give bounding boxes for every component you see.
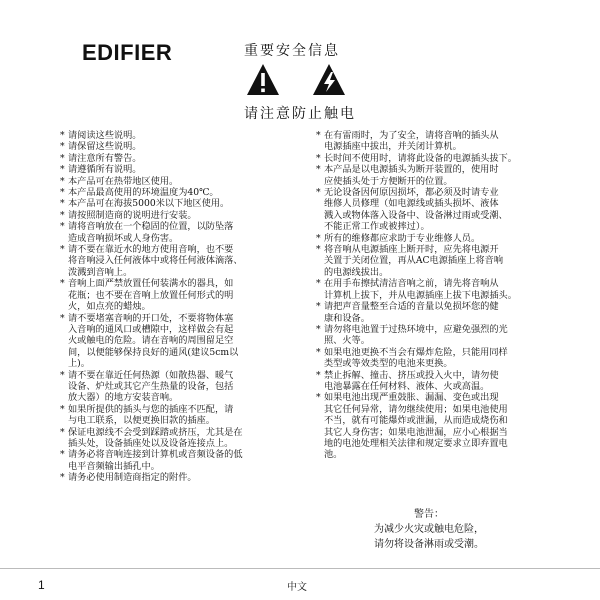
warning-box — [316, 507, 542, 552]
footer-divider — [0, 568, 600, 569]
edifier-logo: EDIFIER — [82, 40, 173, 65]
bullet-star-icon: * — [316, 164, 321, 176]
instruction-text: 禁止拆解、撞击、挤压或投入火中，请勿使 电池暴露在任何材料、液体、火或高温。 — [324, 369, 499, 392]
page-number: 1 — [38, 578, 45, 592]
instruction-text: 将音响从电源插座上断开时，应先将电源开 关置于关闭位置，再从AC电源插座上将音响 的电源线拔出。 — [324, 244, 504, 278]
safety-instruction-item — [316, 233, 542, 244]
instruction-text: 如果电池出现严重鼓胀、漏漏、变色或出现 其它任何异常，请勿继续使用；如果电池使用 不当，就有可能爆炸或泄漏，从而造成烧伤和 其它人身伤害；如果电池泄漏，应小心根据当 地的电池处理相关法律和规定要求立即弃置电 池。 — [324, 392, 508, 461]
safety-instruction-item — [316, 392, 542, 460]
instruction-text: 请保留这些说明。 — [68, 141, 142, 153]
language-label: 中文 — [287, 582, 307, 593]
right-column — [316, 130, 542, 461]
bullet-star-icon: * — [60, 278, 65, 290]
bullet-star-icon: * — [60, 369, 65, 381]
safety-instruction-item — [60, 198, 292, 209]
safety-instruction-item — [316, 324, 542, 347]
instruction-text: 长时间不使用时，请将此设备的电源插头拔下。 — [324, 152, 517, 164]
safety-instruction-item — [316, 301, 542, 324]
instruction-text: 本产品是以电源插头为断开装置的，使用时 应使插头处于方便断开的位置。 — [324, 164, 499, 187]
warning-title: 警告： — [414, 509, 444, 520]
bullet-star-icon: * — [316, 301, 321, 313]
safety-instruction-item — [60, 164, 292, 175]
bullet-star-icon: * — [60, 403, 65, 415]
safety-instruction-item — [60, 427, 292, 450]
instruction-text: 请遵循所有说明。 — [68, 164, 142, 176]
instruction-text: 请阅读这些说明。 — [68, 130, 142, 141]
bullet-star-icon: * — [60, 426, 65, 438]
safety-instruction-item — [316, 244, 542, 278]
bullet-star-icon: * — [316, 244, 321, 256]
bullet-star-icon: * — [60, 152, 65, 164]
instruction-text: 本产品最高使用的环境温度为40℃。 — [68, 187, 219, 199]
safety-instruction-item — [60, 244, 292, 278]
instruction-text: 在用手布擦拭清洁音响之前，请先将音响从 计算机上拔下，并从电源插座上拔下电源插头。 — [324, 278, 517, 301]
instruction-text: 如果所提供的插头与您的插座不匹配，请 与电工联系，以便更换旧款的插座。 — [68, 403, 234, 427]
safety-instruction-item — [60, 449, 292, 472]
bullet-star-icon: * — [316, 152, 321, 164]
instruction-text: 保证电源线不会受到踩踏或挤压，尤其是在 插头处，设备插座处以及设备连接点上。 — [68, 426, 243, 449]
bullet-star-icon: * — [60, 209, 65, 221]
safety-instruction-item — [60, 472, 292, 483]
bullet-star-icon: * — [60, 472, 65, 484]
safety-instruction-item — [316, 130, 542, 153]
instruction-text: 在有雷雨时，为了安全，请将音响的插头从 电源插座中拔出，并关闭计算机。 — [324, 130, 499, 153]
bullet-star-icon: * — [316, 369, 321, 381]
warning-line: 请勿将设备淋雨或受潮。 — [374, 539, 484, 550]
electric-shock-icon — [312, 63, 346, 97]
instruction-text: 请务必使用制造商指定的附件。 — [68, 472, 197, 484]
instruction-text: 请注意所有警告。 — [68, 152, 142, 164]
instruction-text: 本产品可在热带地区使用。 — [68, 175, 179, 187]
safety-instruction-item — [60, 221, 292, 244]
bullet-star-icon: * — [316, 278, 321, 290]
warning-triangle-icon — [246, 63, 280, 97]
bullet-star-icon: * — [60, 312, 65, 324]
safety-instruction-item — [60, 141, 292, 152]
safety-instruction-item — [60, 313, 292, 370]
safety-instruction-item — [60, 187, 292, 198]
instruction-text: 请务必将音响连接到计算机或音频设备的低 电平音频输出插孔中。 — [68, 449, 243, 472]
instruction-text: 本产品可在海拔5000米以下地区使用。 — [68, 198, 230, 210]
safety-instruction-item — [316, 153, 542, 164]
bullet-star-icon: * — [60, 449, 65, 461]
safety-instruction-item — [60, 370, 292, 404]
instruction-text: 所有的维修都应求助于专业维修人员。 — [324, 232, 481, 244]
bullet-star-icon: * — [316, 392, 321, 404]
safety-instruction-item — [316, 347, 542, 370]
instruction-text: 请勿将电池置于过热环境中，应避免强烈的光 照、火等。 — [324, 323, 508, 347]
safety-instruction-item — [60, 404, 292, 427]
bullet-star-icon: * — [316, 323, 321, 335]
safety-instruction-item — [60, 176, 292, 187]
safety-instruction-item — [316, 187, 542, 233]
bullet-star-icon: * — [316, 187, 321, 199]
safety-instruction-item — [60, 130, 292, 141]
safety-instruction-item — [60, 278, 292, 312]
instruction-text: 请不要在靠近水的地方使用音响，也不要 将音响浸入任何液体中或将任何液体滴落、 泼溅到音响上。 — [68, 244, 243, 278]
left-column — [60, 130, 292, 484]
safety-instruction-item — [60, 210, 292, 221]
bullet-star-icon: * — [60, 164, 65, 176]
page-subtitle: 请注意防止触电 — [244, 106, 356, 122]
bullet-star-icon: * — [60, 175, 65, 187]
instruction-text: 请不要在靠近任何热源（如散热器、暖气 设备、炉灶或其它产生热量的设备，包括 放大器）的地方安装音响。 — [68, 369, 234, 404]
warning-line: 为减少火灾或触电危险， — [374, 524, 484, 535]
instruction-text: 如果电池更换不当会有爆炸危险，只能用同样 类型或等效类型的电池来更换。 — [324, 346, 508, 370]
safety-instruction-item — [60, 153, 292, 164]
bullet-star-icon: * — [316, 346, 321, 358]
bullet-star-icon: * — [60, 198, 65, 210]
safety-icons — [246, 63, 346, 99]
instruction-text: 无论设备因何原因损坏，都必须及时请专业 维修人员修理（如电源线或插头损坏、液体 溅入或物体落入设备中、设备淋过雨或受潮、 不能正常工作或被摔过）。 — [324, 187, 508, 233]
bullet-star-icon: * — [60, 221, 65, 233]
bullet-star-icon: * — [316, 130, 321, 141]
bullet-star-icon: * — [60, 141, 65, 153]
bullet-star-icon: * — [316, 232, 321, 244]
bullet-star-icon: * — [60, 187, 65, 199]
safety-instruction-item — [316, 278, 542, 301]
instruction-text: 请不要堵塞音响的开口处，不要将物体塞 入音响的通风口或槽隙中，这样做会有起 火或触电的危险。请在音响的周围留足空 间，以便能够保持良好的通风(建议5cm以 上)。 — [68, 312, 239, 370]
safety-instruction-item — [316, 164, 542, 187]
bullet-star-icon: * — [60, 130, 65, 141]
safety-instruction-item — [316, 370, 542, 393]
page-title: 重要安全信息 — [244, 43, 340, 59]
instruction-text: 请按照制造商的说明进行安装。 — [68, 209, 197, 221]
instruction-text: 请把声音量整至合适的音量以免损坏您的健 康和设备。 — [324, 301, 499, 324]
instruction-text: 请将音响放在一个稳固的位置，以防坠落 造成音响损坏或人身伤害。 — [68, 221, 234, 244]
instruction-text: 音响上面严禁放置任何装满水的器具，如 花瓶；也不要在音响上放置任何形式的明 火，如点亮的蜡烛。 — [68, 278, 234, 313]
bullet-star-icon: * — [60, 244, 65, 256]
